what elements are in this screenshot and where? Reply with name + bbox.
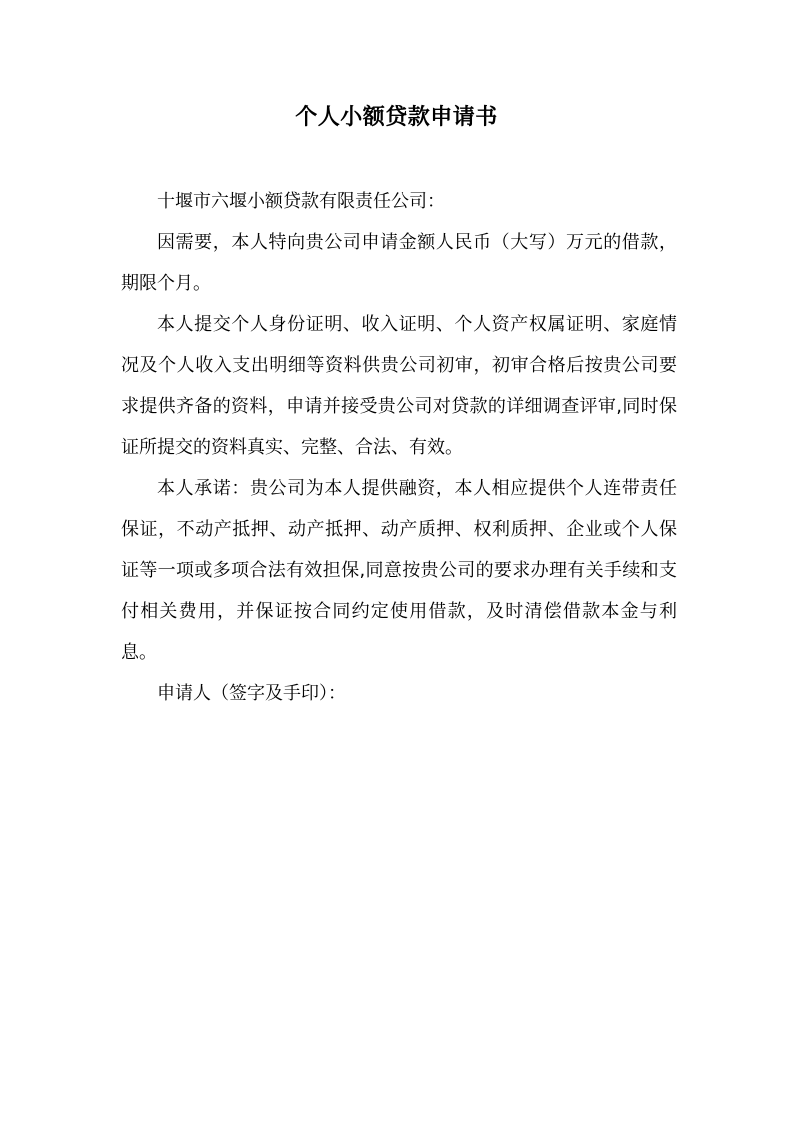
salutation: 十堰市六堰小额贷款有限责任公司： [157,191,445,212]
paragraph-documents: 本人提交个人身份证明、收入证明、个人资产权属证明、家庭情况及个人收入支出明细等资料供贵公司初审，初审合格后按贵公司要求提供齐备的资料，申请并接受贵公司对贷款的详细调查评审,同时保证所提交的资料真实、完整、合法、有效。 [121,314,677,458]
signature-label: 申请人（签字及手印）： [157,683,346,704]
document-body [121,181,677,714]
document-title: 个人小额贷款申请书 [295,105,498,130]
paragraph-commitment: 本人承诺：贵公司为本人提供融资，本人相应提供个人连带责任保证，不动产抵押、动产抵押、动产质押、权利质押、企业或个人保证等一项或多项合法有效担保,同意按贵公司的要求办理有关手续和支付相关费用，并保证按合同约定使用借款，及时清偿借款本金与利息。 [121,478,677,663]
paragraph-loan-request: 因需要，本人特向贵公司申请金额人民币（大写）万元的借款，期限个月。 [121,232,677,294]
